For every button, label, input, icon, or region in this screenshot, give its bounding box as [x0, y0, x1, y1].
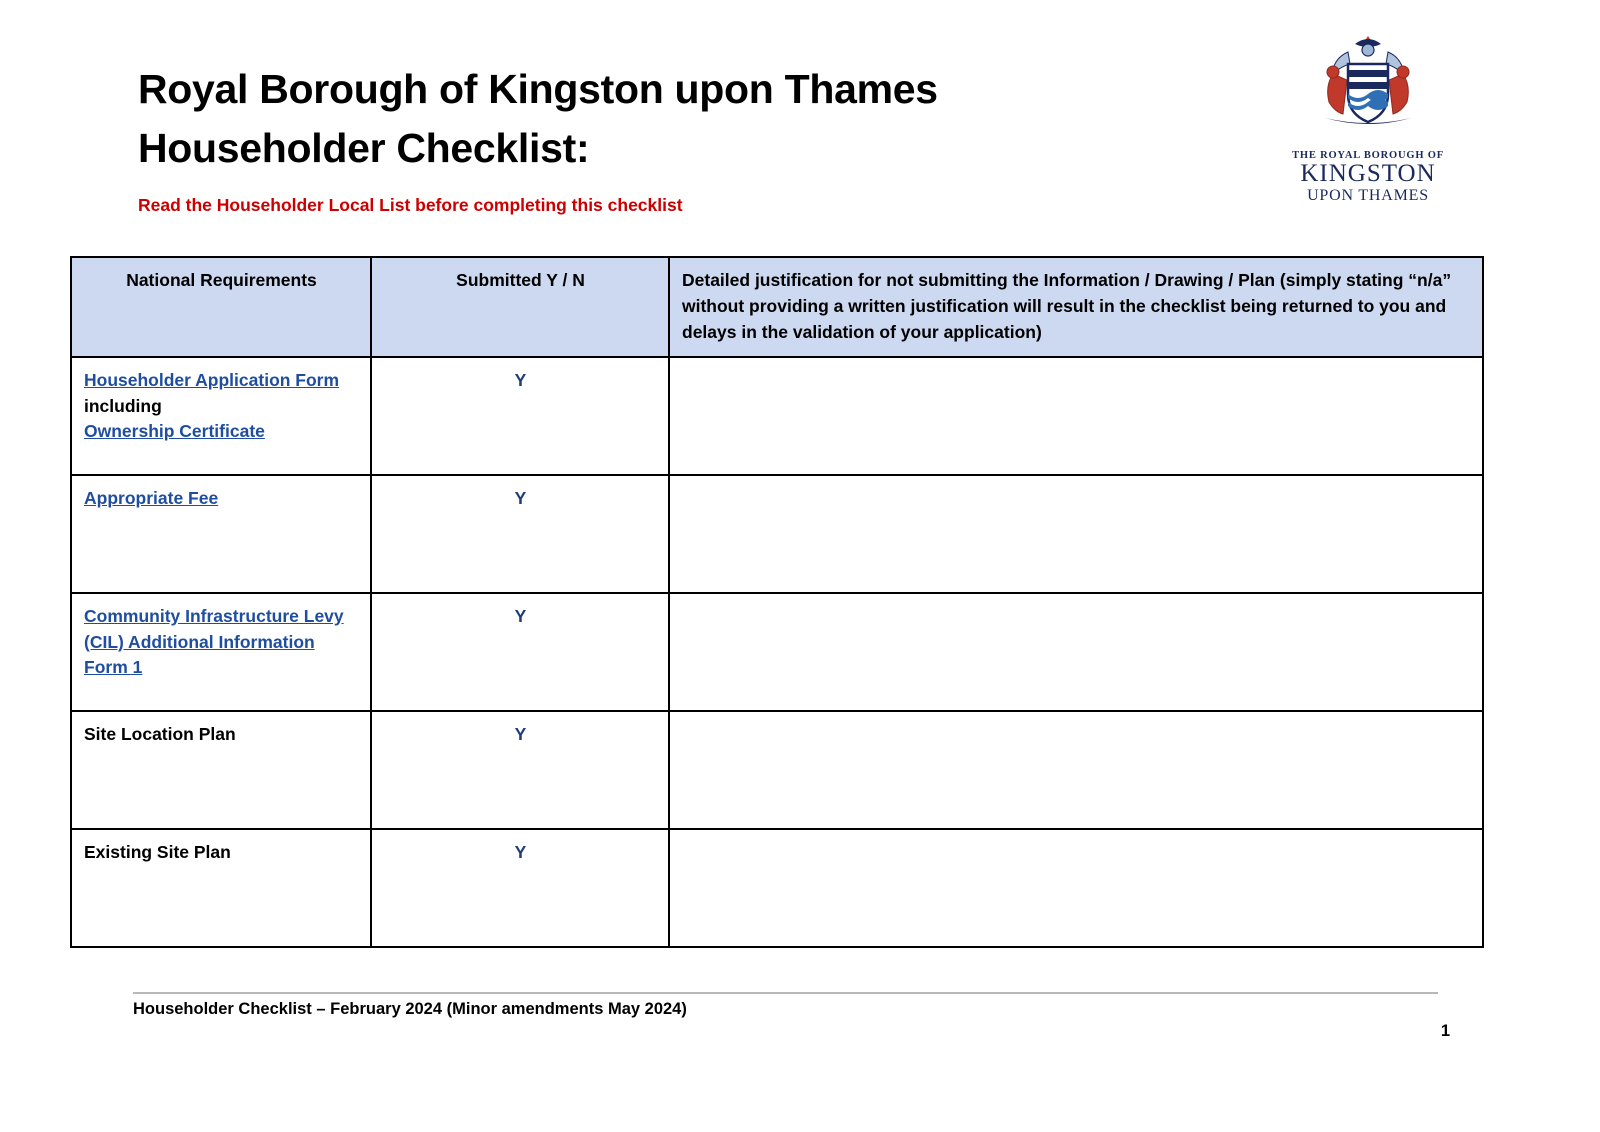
- justification-cell[interactable]: [669, 593, 1483, 711]
- table-row: [71, 357, 1483, 475]
- table-row: [71, 711, 1483, 829]
- page-subtitle: Read the Householder Local List before completing this checklist: [138, 194, 683, 215]
- requirement-link[interactable]: Appropriate Fee: [84, 487, 219, 508]
- justification-cell[interactable]: [669, 711, 1483, 829]
- requirement-cell: [71, 711, 371, 829]
- justification-cell[interactable]: [669, 829, 1483, 947]
- requirement-cell: [71, 475, 371, 593]
- page-title-line1: Royal Borough of Kingston upon Thames: [138, 66, 938, 112]
- document-header: [138, 60, 1278, 216]
- footer-divider: [133, 992, 1438, 994]
- column-header-requirements: National Requirements: [71, 257, 371, 357]
- footer-text: Householder Checklist – February 2024 (Minor amendments May 2024): [133, 1000, 687, 1018]
- crest-line2: KINGSTON: [1300, 160, 1436, 187]
- requirement-cell: [71, 829, 371, 947]
- kingston-crest-logo: [1288, 30, 1448, 204]
- justification-cell[interactable]: [669, 357, 1483, 475]
- checklist-table: [70, 256, 1484, 948]
- requirement-label: Existing Site Plan: [84, 841, 231, 862]
- crest-line1: THE ROYAL BOROUGH OF: [1292, 150, 1444, 161]
- page-title-line2: Householder Checklist:: [138, 125, 590, 172]
- column-header-justification: Detailed justification for not submitting the Information / Drawing / Plan (simply stating “n/a” without providing a written justification will result in the checklist being returned to you and delays in the validation of your application): [669, 257, 1483, 357]
- page-title: [138, 60, 1278, 179]
- requirement-link[interactable]: Community Infrastructure Levy (CIL) Additional Information: [84, 605, 344, 652]
- submitted-cell[interactable]: Y: [371, 593, 669, 711]
- table-row: [71, 593, 1483, 711]
- submitted-cell[interactable]: Y: [371, 357, 669, 475]
- crest-line3: UPON THAMES: [1307, 186, 1429, 204]
- table-row: [71, 475, 1483, 593]
- table-body: [71, 357, 1483, 947]
- column-header-submitted: Submitted Y / N: [371, 257, 669, 357]
- requirement-label: including: [84, 395, 162, 416]
- submitted-cell[interactable]: Y: [371, 829, 669, 947]
- table-row: [71, 829, 1483, 947]
- requirement-cell: [71, 593, 371, 711]
- table-header-row: [71, 257, 1483, 357]
- requirement-label: Site Location Plan: [84, 723, 236, 744]
- requirement-link[interactable]: Form 1: [84, 657, 143, 678]
- requirement-cell: [71, 357, 371, 475]
- justification-cell[interactable]: [669, 475, 1483, 593]
- submitted-cell[interactable]: Y: [371, 475, 669, 593]
- page-number: 1: [1440, 1022, 1450, 1040]
- requirement-link[interactable]: Ownership Certificate: [84, 421, 265, 442]
- requirement-link[interactable]: Householder Application Form: [84, 369, 340, 390]
- coat-of-arms-icon: [1293, 30, 1443, 148]
- submitted-cell[interactable]: Y: [371, 711, 669, 829]
